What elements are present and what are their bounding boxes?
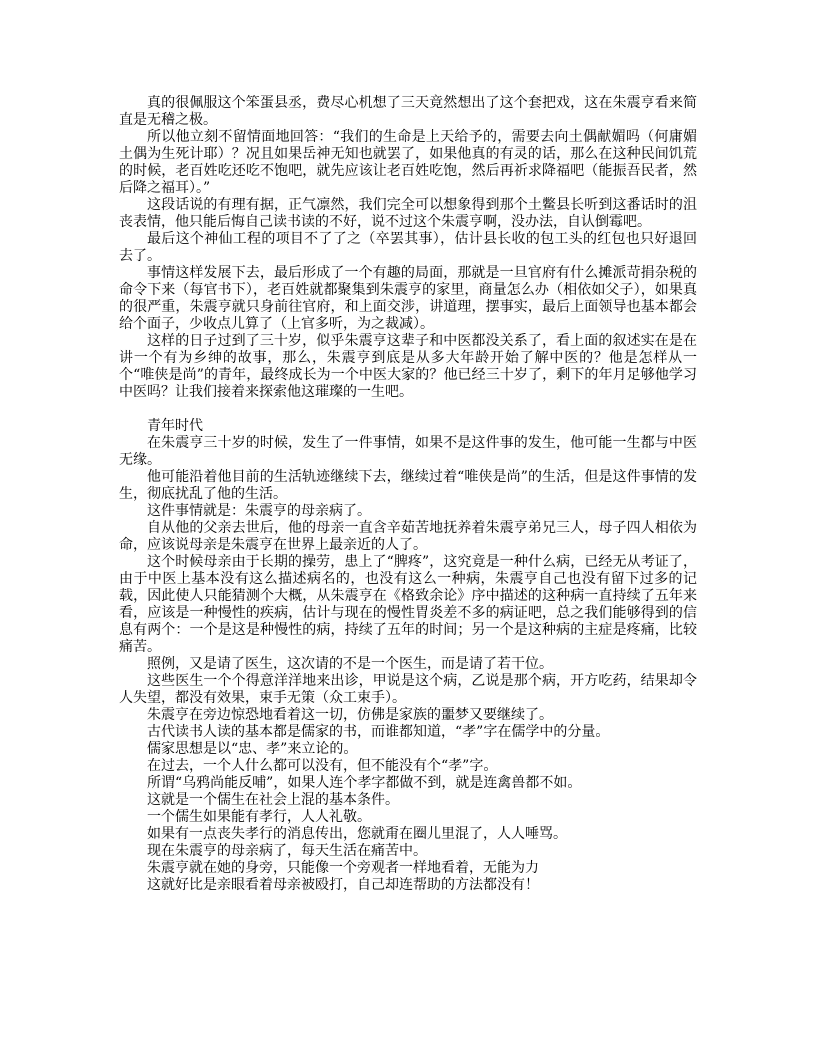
paragraph: 现在朱震亨的母亲病了，每天生活在痛苦中。 — [147, 843, 427, 859]
paragraph: 这个时候母亲由于长期的操劳，患上了“脾疼”，这究竟是一种什么病，已经无从考证了，由于中医上基本没有这么描述病名的，也没有这么一种病，朱震亨自己也没有留下过多的记载，因此使人只能猜测个大概，从朱震亨在《格致余论》序中描述的这种病一直持续了五年来看，应该是一种慢性的疾病，估计与现在的慢性胃炎差不多的病证吧，总之我们能够得到的信息有两个：一个是这是种慢性的病，持续了五年的时间；另一个是这种病的主症是疼痛，比较痛苦。 — [119, 554, 697, 655]
paragraph: 在朱震亨三十岁的时候，发生了一件事情，如果不是这件事的发生，他可能一生都与中医无缘。 — [119, 435, 697, 468]
paragraph: 这件事情就是：朱震亨的母亲病了。 — [147, 503, 371, 519]
section-heading: 青年时代 — [147, 418, 203, 434]
paragraph: 他可能沿着他目前的生活轨迹继续下去，继续过着“唯侠是尚”的生活，但是这件事情的发生，彻底扰乱了他的生活。 — [119, 469, 697, 502]
paragraph: 古代读书人读的基本都是儒家的书，而谁都知道，“孝”字在儒学中的分量。 — [147, 724, 610, 740]
paragraph: 朱震亨就在她的身旁，只能像一个旁观者一样地看着，无能为力 — [147, 860, 539, 876]
paragraph: 一个儒生如果能有孝行，人人礼敬。 — [147, 809, 371, 825]
paragraph: 这就是一个儒生在社会上混的基本条件。 — [147, 792, 399, 808]
paragraph: 所谓“乌鸦尚能反哺”，如果人连个孝字都做不到，就是连禽兽都不如。 — [147, 775, 582, 791]
paragraph: 这段话说的有理有据，正气凛然，我们完全可以想象得到那个土鳖县长听到这番话时的沮丧表情，他只能后悔自己读书读的不好，说不过这个朱震亨啊，没办法，自认倒霉吧。 — [119, 197, 697, 230]
paragraph: 最后这个神仙工程的项目不了了之（卒罢其事），估计县长收的包工头的红包也只好退回去了。 — [119, 231, 697, 264]
paragraph: 这些医生一个个得意洋洋地来出诊，甲说是这个病，乙说是那个病，开方吃药，结果却令人失望，都没有效果，束手无策（众工束手）。 — [119, 673, 697, 706]
blank-line — [119, 401, 697, 418]
document-content — [119, 95, 697, 894]
paragraph: 在过去，一个人什么都可以没有，但不能没有个“孝”字。 — [147, 758, 498, 774]
paragraph: 儒家思想是以“忠、孝”来立论的。 — [147, 741, 358, 757]
paragraph: 照例，又是请了医生，这次请的不是一个医生，而是请了若干位。 — [147, 656, 553, 672]
paragraph: 如果有一点丧失孝行的消息传出，您就甭在圈儿里混了，人人唾骂。 — [147, 826, 567, 842]
paragraph: 这样的日子过到了三十岁，似乎朱震亨这辈子和中医都没关系了，看上面的叙述实在是在讲一个有为乡绅的故事，那么，朱震亨到底是从多大年龄开始了解中医的？他是怎样从一个“唯侠是尚”的青年，最终成长为一个中医大家的？他已经三十岁了，剩下的年月足够他学习中医吗？让我们接着来探索他这璀璨的一生吧。 — [119, 333, 697, 400]
paragraph: 真的很佩服这个笨蛋县丞，费尽心机想了三天竟然想出了这个套把戏，这在朱震亨看来简直是无稽之极。 — [119, 95, 697, 128]
paragraph: 自从他的父亲去世后，他的母亲一直含辛茹苦地抚养着朱震亨弟兄三人，母子四人相依为命，应该说母亲是朱震亨在世界上最亲近的人了。 — [119, 520, 697, 553]
paragraph: 事情这样发展下去，最后形成了一个有趣的局面，那就是一旦官府有什么摊派苛捐杂税的命令下来（每官书下），老百姓就都聚集到朱震亨的家里，商量怎么办（相依如父子），如果真的很严重，朱震亨就只身前往官府，和上面交涉，讲道理，摆事实，最后上面领导也基本都会给个面子，少收点儿算了（上官多听，为之裁减）。 — [119, 265, 697, 332]
paragraph: 朱震亨在旁边惊恐地看着这一切，仿佛是家族的噩梦又要继续了。 — [147, 707, 553, 723]
paragraph: 所以他立刻不留情面地回答：“我们的生命是上天给予的，需要去向土偶献媚吗（何庸媚土偶为生死计耶）？况且如果岳神无知也就罢了，如果他真的有灵的话，那么在这种民间饥荒的时候，老百姓吃还吃不饱吧，就先应该让老百姓吃饱，然后再祈求降福吧（能振吾民者，然后降之福耳）。” — [119, 129, 697, 196]
paragraph: 这就好比是亲眼看着母亲被殴打，自己却连帮助的方法都没有！ — [147, 877, 539, 893]
